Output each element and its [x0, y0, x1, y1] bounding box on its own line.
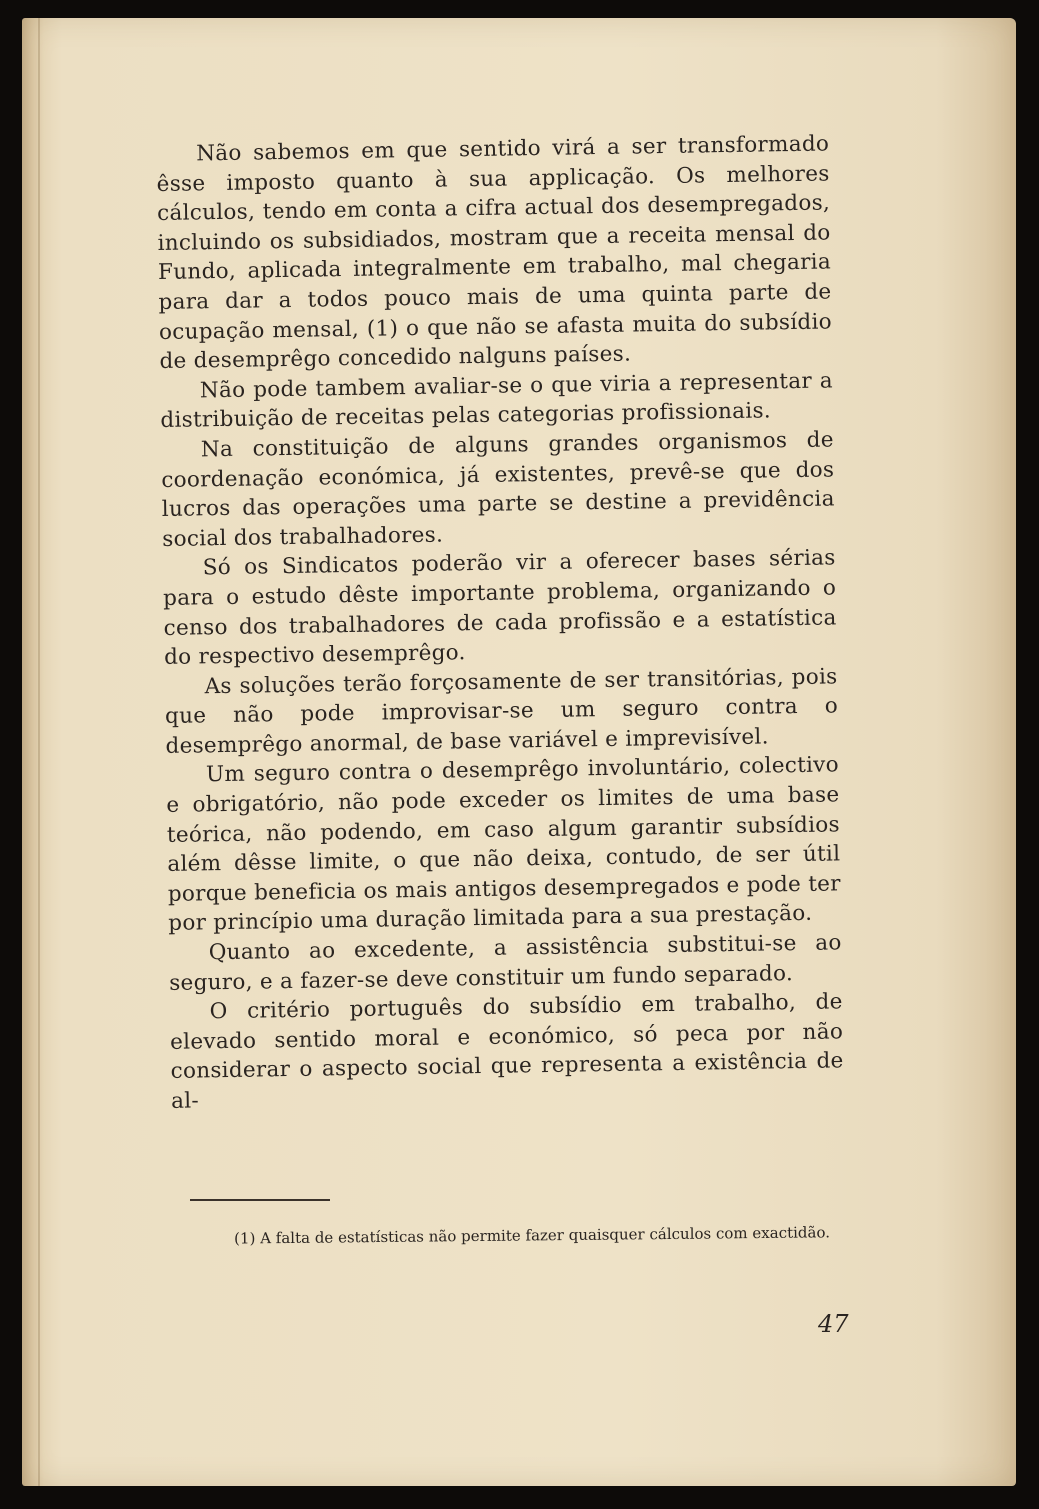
page-number: 47	[818, 1310, 849, 1338]
paragraph-8: O critério português do subsídio em trabalho, de elevado sentido moral e económico, só peca por não considerar o aspecto social que representa a existência de al-	[169, 989, 844, 1114]
paragraph-5: As soluções terão forçosamente de ser transitórias, pois que não pode improvisar-se um seguro contra o desemprêgo anormal, de base variável e imprevisível.	[164, 664, 839, 759]
paragraph-7: Quanto ao excedente, a assistência substitui-se ao seguro, e a fazer-se deve constituir um fundo separado.	[169, 930, 842, 996]
paragraph-4: Só os Sindicatos poderão vir a oferecer bases sérias para o estudo dêste importante problema, organizando o censo dos trabalhadores de cada profissão e a estatística do respectivo desemprêgo.	[163, 545, 837, 671]
paragraph-2: Não pode tambem avaliar-se o que viria a representar a distribuição de receitas pelas categorias profissionais.	[160, 368, 834, 434]
footnote-divider	[190, 1199, 330, 1201]
paragraph-3: Na constituição de alguns grandes organismos de coordenação económica, já existentes, prevê-se que dos lucros das operações uma parte se destine a previdência social dos trabalhadores.	[161, 427, 835, 552]
body-text	[156, 129, 844, 1116]
page-spine-shadow	[38, 18, 40, 1486]
paragraph-1: Não sabemos em que sentido virá a ser transformado êsse imposto quanto à sua applicação. Os melhores cálculos, tendo em conta a cifra actual dos desempregados, incluindo os subsidiados, mostram que a receita mensal do Fundo, aplicada integralmente em trabalho, mal chegaria para dar a todos pouco mais de uma quinta parte de ocupação mensal, (1) o que não se afasta muita do subsídio de desemprêgo concedido nalguns países.	[156, 131, 833, 375]
paragraph-6: Um seguro contra o desemprêgo involuntário, colectivo e obrigatório, não pode exceder os limites de uma base teórica, não podendo, em caso algum garantir subsídios além dêsse limite, o que não deixa, contudo, de ser útil porque beneficia os mais antigos desempregados e pode ter por princípio uma duração limitada para a sua prestação.	[166, 752, 841, 937]
footnote: (1) A falta de estatísticas não permite fazer quaisquer cálculos com exactidão.	[234, 1223, 831, 1248]
